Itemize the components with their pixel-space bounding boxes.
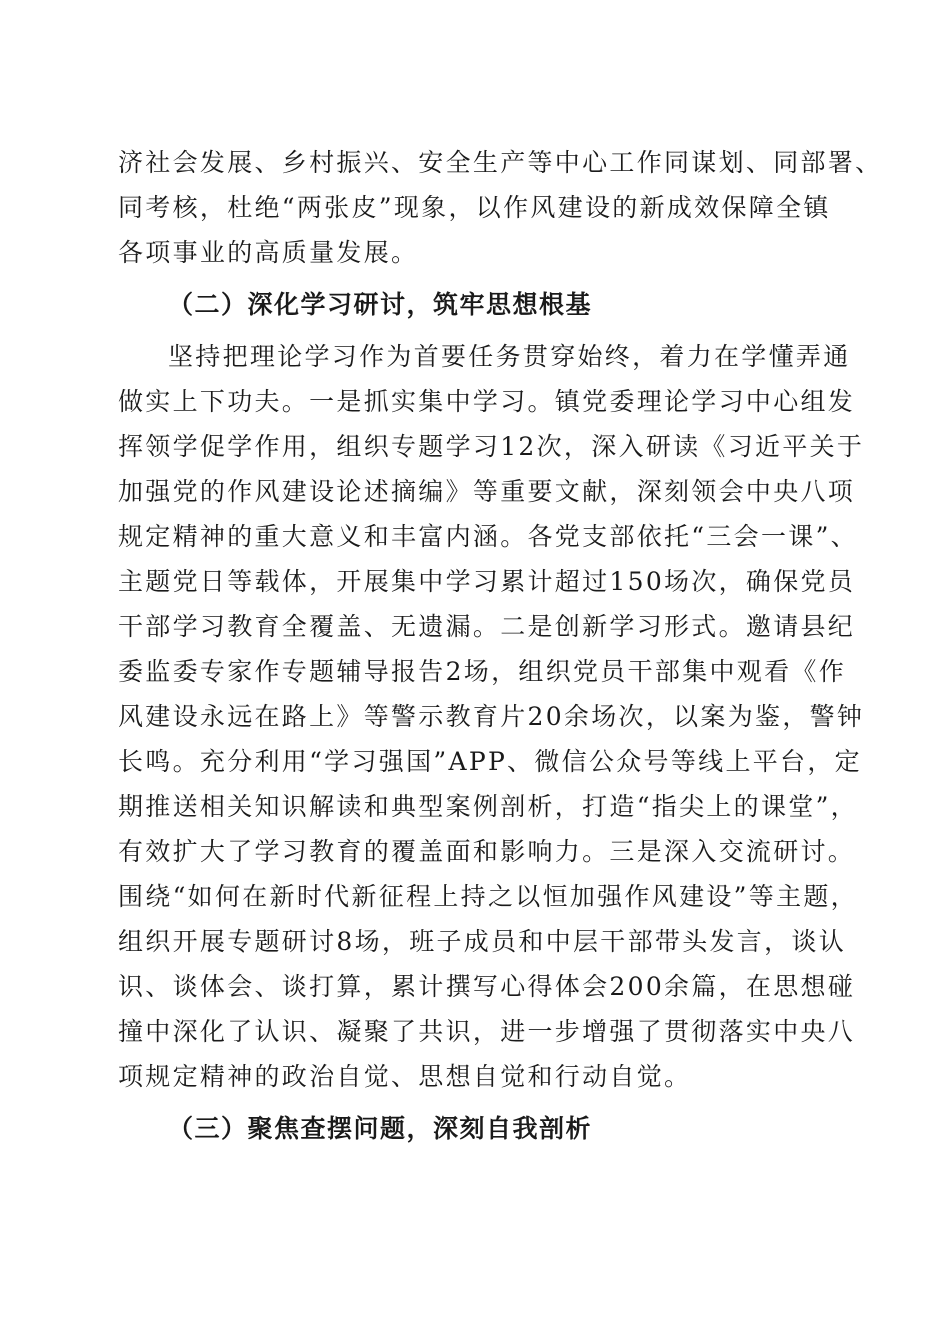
paragraph-line: 主题党日等载体，开展集中学习累计超过150场次，确保党员 xyxy=(118,567,856,596)
paragraph-line: 挥领学促学作用，组织专题学习12次，深入研读《习近平关于 xyxy=(118,432,865,461)
paragraph-line: 有效扩大了学习教育的覆盖面和影响力。三是深入交流研讨。 xyxy=(118,837,856,866)
paragraph-line: 坚持把理论学习作为首要任务贯穿始终，着力在学懂弄通 xyxy=(168,342,851,371)
paragraph-line: 委监委专家作专题辅导报告2场，组织党员干部集中观看《作 xyxy=(118,657,847,686)
paragraph-line: 组织开展专题研讨8场，班子成员和中层干部带头发言，谈认 xyxy=(118,927,847,956)
paragraph-line: 各项事业的高质量发展。 xyxy=(118,238,419,267)
paragraph-line: 同考核，杜绝“两张皮”现象，以作风建设的新成效保障全镇 xyxy=(118,193,831,222)
paragraph-line: 做实上下功夫。一是抓实集中学习。镇党委理论学习中心组发 xyxy=(118,387,856,416)
paragraph-line: 期推送相关知识解读和典型案例剖析，打造“指尖上的课堂”， xyxy=(118,792,858,821)
paragraph-line: 济社会发展、乡村振兴、安全生产等中心工作同谋划、同部署、 xyxy=(118,148,883,177)
paragraph-line: 长鸣。充分利用“学习强国”APP、微信公众号等线上平台，定 xyxy=(118,747,862,776)
document-body xyxy=(118,140,883,1151)
paragraph-line: 风建设永远在路上》等警示教育片20余场次，以案为鉴，警钟 xyxy=(118,702,865,731)
section-heading-2: （二）深化学习研讨，筑牢思想根基 xyxy=(168,290,593,319)
paragraph-line: 撞中深化了认识、凝聚了共识，进一步增强了贯彻落实中央八 xyxy=(118,1017,856,1046)
paragraph-line: 围绕“如何在新时代新征程上持之以恒加强作风建设”等主题， xyxy=(118,882,858,911)
paragraph-line: 识、谈体会、谈打算，累计撰写心得体会200余篇，在思想碰 xyxy=(118,972,856,1001)
section-heading-3: （三）聚焦查摆问题，深刻自我剖析 xyxy=(168,1114,593,1143)
paragraph-line: 干部学习教育全覆盖、无遗漏。二是创新学习形式。邀请县纪 xyxy=(118,612,856,641)
paragraph-line: 加强党的作风建设论述摘编》等重要文献，深刻领会中央八项 xyxy=(118,477,856,506)
paragraph-line: 项规定精神的政治自觉、思想自觉和行动自觉。 xyxy=(118,1062,692,1091)
paragraph-line: 规定精神的重大意义和丰富内涵。各党支部依托“三会一课”、 xyxy=(118,522,858,551)
